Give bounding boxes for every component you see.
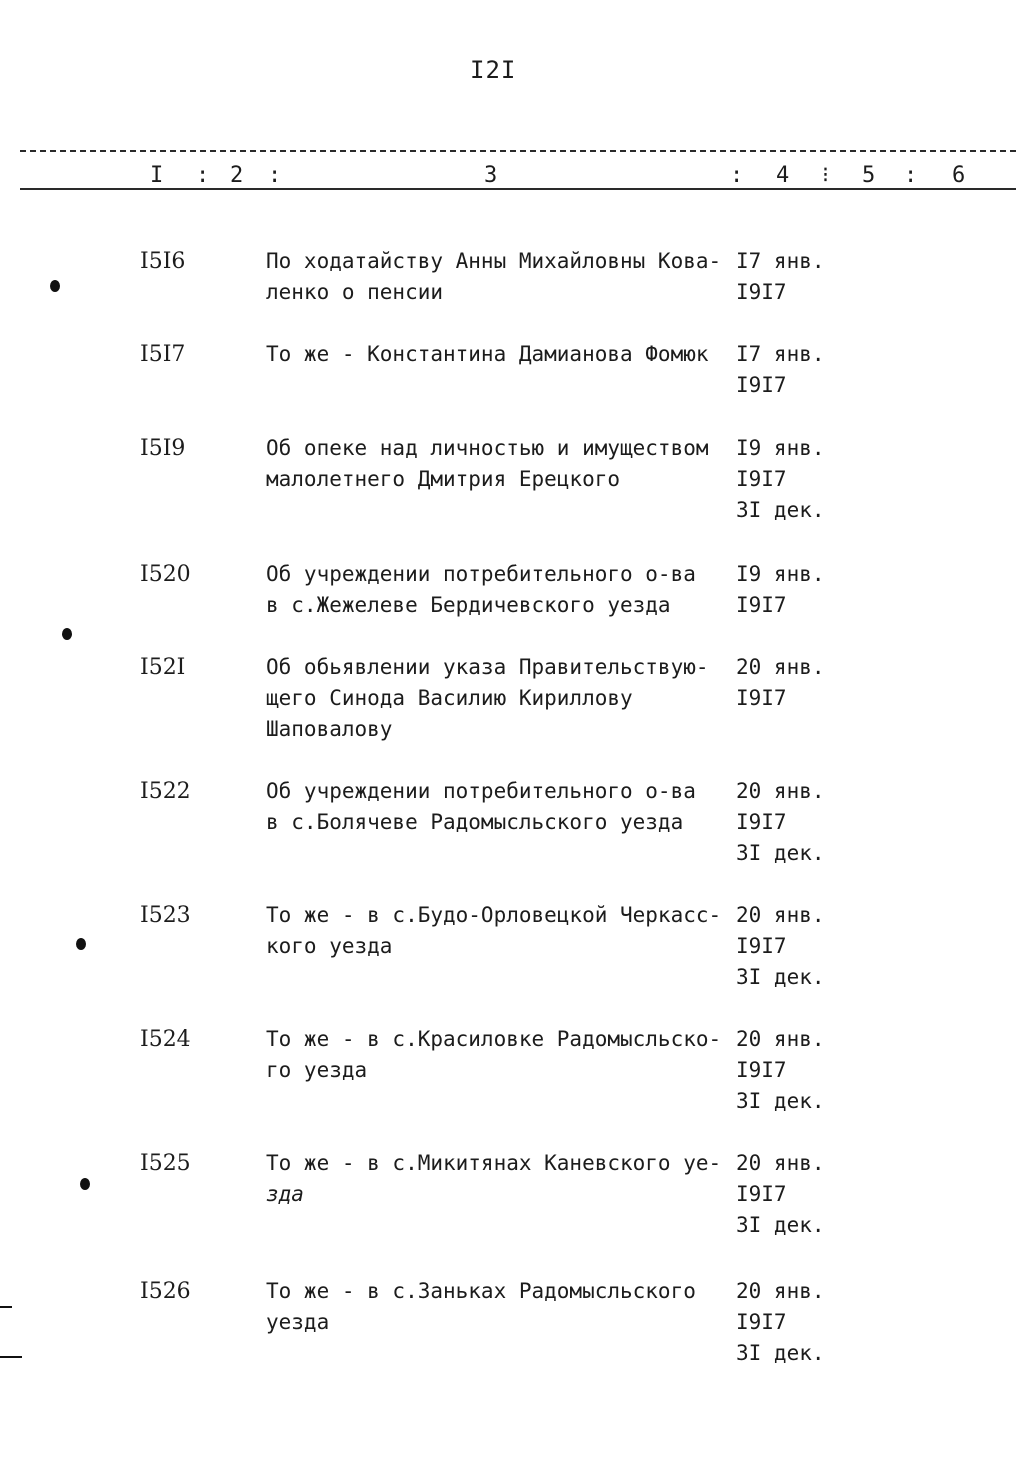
column-header-3: 3	[484, 163, 498, 188]
date-line: I9I7	[736, 1310, 787, 1334]
date-line: I9 янв.	[736, 436, 825, 460]
column-separator: :	[730, 163, 744, 188]
entry-description	[266, 339, 726, 370]
description-line: в с.Жежелеве Бердичевского уезда	[266, 593, 671, 617]
entry-dates	[736, 1148, 825, 1241]
date-line: I9I7	[736, 810, 787, 834]
description-line: То же - в с.Будо-Орловецкой Черкасс-	[266, 903, 722, 927]
column-header-4: 4	[776, 163, 790, 188]
description-line: То же - в с.Микитянах Каневского уе-	[266, 1151, 722, 1175]
description-line: Об опеке над личностью и имуществом	[266, 436, 709, 460]
entry-dates	[736, 246, 825, 308]
date-line: I9I7	[736, 593, 787, 617]
description-line: Шаповалову	[266, 717, 393, 741]
description-line: Об обьявлении указа Правительствую-	[266, 655, 709, 679]
entry-dates	[736, 776, 825, 869]
description-line: По ходатайству Анны Михайловны Кова-	[266, 249, 722, 273]
date-line: I9I7	[736, 467, 787, 491]
entry-description	[266, 1024, 726, 1086]
date-line: 20 янв.	[736, 1151, 825, 1175]
date-line: I9I7	[736, 373, 787, 397]
description-line: го уезда	[266, 1058, 368, 1082]
description-line: Об учреждении потребительного о-ва	[266, 562, 696, 586]
date-line: 3I дек.	[736, 965, 825, 989]
binding-hole-mark	[50, 280, 60, 292]
edge-scan-mark	[0, 1306, 12, 1308]
entry-number: I525	[140, 1151, 191, 1176]
column-separator: :	[196, 163, 210, 188]
column-header-5: 5	[862, 163, 876, 188]
entry-description	[266, 776, 726, 838]
date-line: 3I дек.	[736, 1341, 825, 1365]
entry-description	[266, 1276, 726, 1338]
description-line: уезда	[266, 1310, 330, 1334]
date-line: I9 янв.	[736, 562, 825, 586]
date-line: 20 янв.	[736, 655, 825, 679]
column-separator: :	[904, 163, 918, 188]
date-line: I7 янв.	[736, 249, 825, 273]
header-bottom-rule	[20, 188, 1016, 190]
entry-number: I526	[140, 1279, 191, 1304]
date-line: I9I7	[736, 1182, 787, 1206]
date-line: I9I7	[736, 1058, 787, 1082]
date-line: 3I дек.	[736, 1089, 825, 1113]
description-line: в с.Болячеве Радомысльского уезда	[266, 810, 684, 834]
date-line: 3I дек.	[736, 498, 825, 522]
description-line: То же - Константина Дамианова Фомюк	[266, 342, 709, 366]
binding-hole-mark	[76, 938, 86, 950]
entry-description	[266, 900, 726, 962]
entry-number: I5I6	[140, 249, 186, 274]
description-line: щего Синода Василию Кириллову	[266, 686, 633, 710]
date-line: 20 янв.	[736, 779, 825, 803]
date-line: 20 янв.	[736, 1027, 825, 1051]
entry-dates	[736, 1024, 825, 1117]
column-header-6: 6	[952, 163, 966, 188]
column-header-2: 2	[230, 163, 244, 188]
description-line: зда	[266, 1182, 304, 1206]
page-number: I2I	[470, 56, 517, 84]
entry-description	[266, 433, 726, 495]
date-line: I9I7	[736, 934, 787, 958]
column-separator: :	[268, 163, 282, 188]
date-line: 20 янв.	[736, 1279, 825, 1303]
edge-scan-mark	[0, 1356, 22, 1358]
entry-dates	[736, 1276, 825, 1369]
binding-hole-mark	[80, 1178, 90, 1190]
column-header-1: I	[150, 163, 164, 188]
description-line: То же - в с.Красиловке Радомысльско-	[266, 1027, 722, 1051]
entry-dates	[736, 652, 825, 714]
entry-number: I524	[140, 1027, 191, 1052]
entry-dates	[736, 339, 825, 401]
entry-number: I520	[140, 562, 191, 587]
date-line: I9I7	[736, 280, 787, 304]
entry-description	[266, 1148, 726, 1210]
date-line: 20 янв.	[736, 903, 825, 927]
entry-description	[266, 652, 726, 745]
entry-dates	[736, 900, 825, 993]
entry-dates	[736, 559, 825, 621]
entry-number: I5I7	[140, 342, 186, 367]
entry-description	[266, 246, 726, 308]
entry-number: I523	[140, 903, 191, 928]
description-line: То же - в с.Заньках Радомысльского	[266, 1279, 696, 1303]
entry-number: I52I	[140, 655, 186, 680]
header-top-rule	[20, 150, 1016, 152]
description-line: ленко о пенсии	[266, 280, 444, 304]
date-line: 3I дек.	[736, 841, 825, 865]
entry-description	[266, 559, 726, 621]
date-line: I7 янв.	[736, 342, 825, 366]
description-line: кого уезда	[266, 934, 393, 958]
column-separator: ⁝	[822, 163, 829, 188]
date-line: 3I дек.	[736, 1213, 825, 1237]
binding-hole-mark	[62, 628, 72, 640]
description-line: малолетнего Дмитрия Ерецкого	[266, 467, 621, 491]
entry-number: I522	[140, 779, 191, 804]
entry-number: I5I9	[140, 436, 186, 461]
date-line: I9I7	[736, 686, 787, 710]
description-line: Об учреждении потребительного о-ва	[266, 779, 696, 803]
entry-dates	[736, 433, 825, 526]
